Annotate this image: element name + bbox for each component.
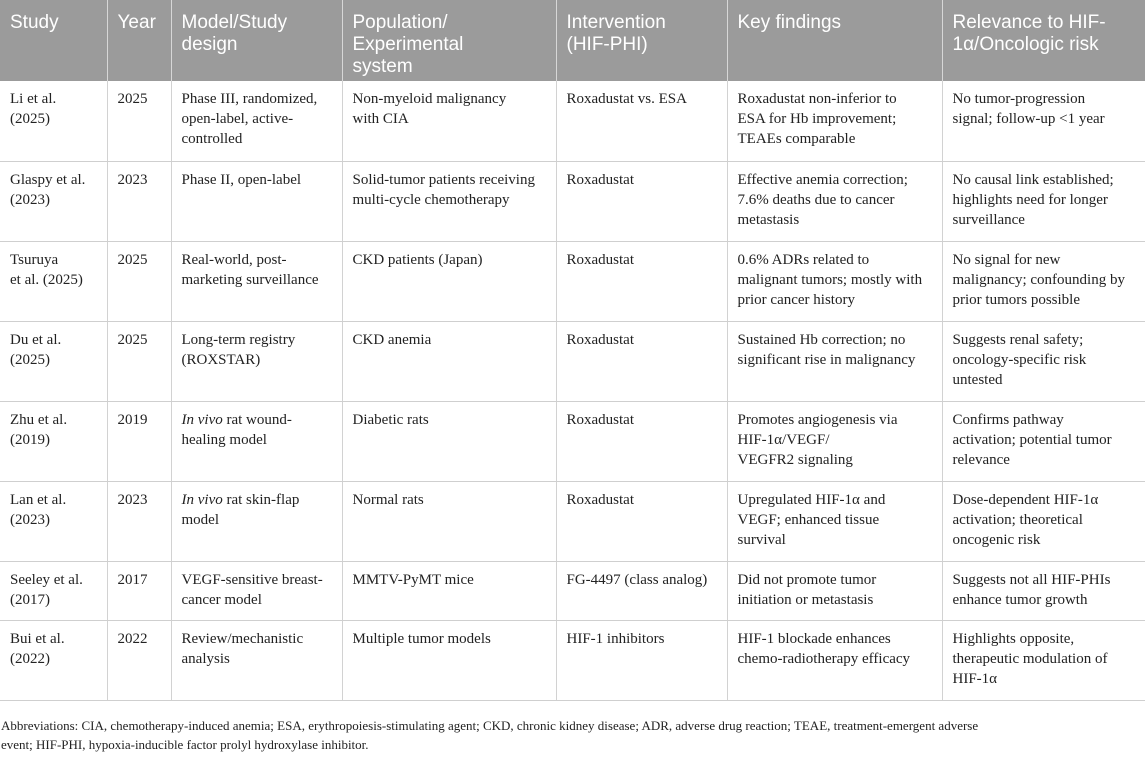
cell-population: Diabetic rats — [342, 401, 556, 481]
cell-population: Normal rats — [342, 481, 556, 561]
cell-year: 2025 — [107, 241, 171, 321]
cell-population: CKD patients (Japan) — [342, 241, 556, 321]
header-intervention: Intervention (HIF-PHI) — [556, 0, 727, 81]
cell-findings: Did not promote tumor initiation or metastasis — [727, 561, 942, 620]
cell-intervention: Roxadustat — [556, 161, 727, 241]
cell-year: 2022 — [107, 620, 171, 700]
abbreviations-footnote — [0, 716, 1145, 754]
footnote-line-1: Abbreviations: CIA, chemotherapy-induced anemia; ESA, erythropoiesis-stimulating agent; CKD, chronic kidney disease; ADR, adverse drug reaction; TEAE, treatment-emergent adverse — [1, 718, 979, 733]
cell-findings: 0.6% ADRs related to malignant tumors; mostly with prior cancer history — [727, 241, 942, 321]
cell-study: Lan et al. (2023) — [0, 481, 107, 561]
cell-intervention: Roxadustat — [556, 321, 727, 401]
cell-intervention: Roxadustat — [556, 481, 727, 561]
cell-relevance: Suggests renal safety; oncology-specific risk untested — [942, 321, 1145, 401]
cell-design: In vivo rat skin-flap model — [171, 481, 342, 561]
cell-year: 2019 — [107, 401, 171, 481]
table-row — [0, 481, 1145, 561]
cell-study: Zhu et al. (2019) — [0, 401, 107, 481]
cell-relevance: No signal for new malignancy; confounding by prior tumors possible — [942, 241, 1145, 321]
cell-design: VEGF-sensitive breast- cancer model — [171, 561, 342, 620]
header-year: Year — [107, 0, 171, 81]
cell-year: 2023 — [107, 161, 171, 241]
cell-population: Multiple tumor models — [342, 620, 556, 700]
table-row — [0, 81, 1145, 161]
cell-population: Solid-tumor patients receiving multi-cycle chemotherapy — [342, 161, 556, 241]
cell-study: Glaspy et al. (2023) — [0, 161, 107, 241]
header-relevance: Relevance to HIF- 1α/Oncologic risk — [942, 0, 1145, 81]
cell-design: Long-term registry (ROXSTAR) — [171, 321, 342, 401]
header-row — [0, 0, 1145, 81]
table-row — [0, 620, 1145, 700]
cell-findings: Promotes angiogenesis via HIF-1α/VEGF/ VEGFR2 signaling — [727, 401, 942, 481]
cell-relevance: Dose-dependent HIF-1α activation; theoretical oncogenic risk — [942, 481, 1145, 561]
cell-intervention: FG-4497 (class analog) — [556, 561, 727, 620]
cell-findings: Roxadustat non-inferior to ESA for Hb improvement; TEAEs comparable — [727, 81, 942, 161]
cell-relevance: Highlights opposite, therapeutic modulation of HIF-1α — [942, 620, 1145, 700]
cell-design: Phase III, randomized, open-label, active- controlled — [171, 81, 342, 161]
table-row — [0, 561, 1145, 620]
cell-findings: Upregulated HIF-1α and VEGF; enhanced tissue survival — [727, 481, 942, 561]
cell-intervention: Roxadustat — [556, 241, 727, 321]
table-row — [0, 401, 1145, 481]
header-population: Population/ Experimental system — [342, 0, 556, 81]
cell-population: MMTV-PyMT mice — [342, 561, 556, 620]
cell-findings: HIF-1 blockade enhances chemo-radiotherapy efficacy — [727, 620, 942, 700]
footnote-line-2: event; HIF-PHI, hypoxia-inducible factor prolyl hydroxylase inhibitor. — [1, 737, 369, 752]
cell-population: CKD anemia — [342, 321, 556, 401]
cell-relevance: No tumor-progression signal; follow-up <1 year — [942, 81, 1145, 161]
cell-study: Tsuruya et al. (2025) — [0, 241, 107, 321]
cell-design: Review/mechanistic analysis — [171, 620, 342, 700]
cell-study: Du et al. (2025) — [0, 321, 107, 401]
header-findings: Key findings — [727, 0, 942, 81]
table-row — [0, 161, 1145, 241]
cell-year: 2017 — [107, 561, 171, 620]
header-design: Model/Study design — [171, 0, 342, 81]
table-row — [0, 241, 1145, 321]
cell-relevance: No causal link established; highlights need for longer surveillance — [942, 161, 1145, 241]
cell-year: 2025 — [107, 81, 171, 161]
table-row — [0, 321, 1145, 401]
cell-intervention: Roxadustat vs. ESA — [556, 81, 727, 161]
cell-study: Seeley et al. (2017) — [0, 561, 107, 620]
cell-design: Real-world, post- marketing surveillance — [171, 241, 342, 321]
header-study: Study — [0, 0, 107, 81]
cell-study: Li et al. (2025) — [0, 81, 107, 161]
cell-design: Phase II, open-label — [171, 161, 342, 241]
cell-relevance: Suggests not all HIF-PHIs enhance tumor growth — [942, 561, 1145, 620]
cell-year: 2023 — [107, 481, 171, 561]
cell-design: In vivo rat wound- healing model — [171, 401, 342, 481]
cell-study: Bui et al. (2022) — [0, 620, 107, 700]
cell-relevance: Confirms pathway activation; potential tumor relevance — [942, 401, 1145, 481]
cell-intervention: HIF-1 inhibitors — [556, 620, 727, 700]
cell-year: 2025 — [107, 321, 171, 401]
cell-findings: Effective anemia correction; 7.6% deaths due to cancer metastasis — [727, 161, 942, 241]
cell-findings: Sustained Hb correction; no significant rise in malignancy — [727, 321, 942, 401]
cell-intervention: Roxadustat — [556, 401, 727, 481]
cell-population: Non-myeloid malignancy with CIA — [342, 81, 556, 161]
